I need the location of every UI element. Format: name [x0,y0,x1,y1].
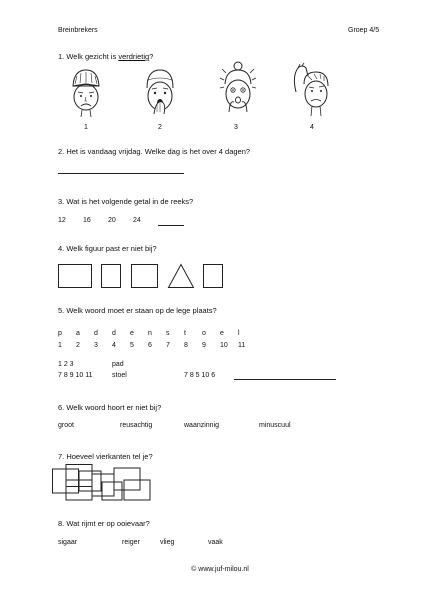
number-cell: 2 [76,342,80,349]
answer-option[interactable]: reiger [122,539,140,546]
number-cell: 1 [58,342,62,349]
number-cell: 7 [166,342,170,349]
letter-cell: p [58,330,62,337]
header-right: Groep 4/5 [348,27,380,34]
face-label-1: 1 [84,124,88,131]
surprised-face-icon [142,66,178,118]
question-6: 6. Welk woord hoort er niet bij? [58,403,162,412]
answer-option[interactable]: waanzinnig [184,422,220,429]
number-cell: 8 [184,342,188,349]
wide-rectangle-icon [58,264,92,288]
tall-rectangle-icon [203,264,223,288]
letter-cell: s [166,330,170,337]
letter-cell: d [112,330,116,337]
confused-face-icon [290,62,334,118]
question-1: 1. Welk gezicht is verdrietig? [58,52,154,61]
letter-cell: a [76,330,80,337]
question-3: 3. Wat is het volgende getal in de reeks? [58,197,194,206]
answer-line-5[interactable] [234,379,336,380]
number-cell: 6 [148,342,152,349]
number-cell: 4 [112,342,116,349]
question-8: 8. Wat rijmt er op ooievaar? [58,519,150,528]
letter-cell: e [130,330,134,337]
letter-cell: e [220,330,224,337]
letter-cell: t [184,330,186,337]
question-2: 2. Het is vandaag vrijdag. Welke dag is het over 4 dagen? [58,147,251,156]
answer-option[interactable]: reusachtig [120,422,153,429]
question-4: 4. Welk figuur past er niet bij? [58,244,157,253]
letter-cell: o [202,330,206,337]
question-1-keyword: verdrietig [118,52,150,61]
shocked-face-icon [218,60,258,118]
answer-line-3[interactable] [158,225,184,226]
code-example-1: 1 2 3 [58,361,74,368]
question-7: 7. Hoeveel vierkanten tel je? [58,452,153,461]
overlapping-squares-icon [52,464,172,504]
letter-cell: d [94,330,98,337]
sad-face-icon [68,66,104,118]
face-label-3: 3 [234,124,238,131]
word-example-1: pad [112,361,124,368]
answer-option[interactable]: sigaar [58,539,78,546]
answer-option[interactable]: vlieg [160,539,175,546]
sequence-number: 20 [108,217,116,224]
footer-credit: © www.juf-milou.nl [191,566,249,573]
sequence-number: 12 [58,217,66,224]
answer-option[interactable]: vaak [208,539,223,546]
question-5: 5. Welk woord moet er staan op de lege plaats? [58,306,217,315]
number-cell: 9 [202,342,206,349]
letter-cell: l [238,330,240,337]
answer-option[interactable]: minuscuul [259,422,291,429]
number-cell: 3 [94,342,98,349]
word-example-2: stoel [112,372,127,379]
letter-cell: n [148,330,152,337]
face-label-2: 2 [158,124,162,131]
number-cell: 5 [130,342,134,349]
face-label-4: 4 [310,124,314,131]
sequence-number: 16 [83,217,91,224]
number-cell: 10 [220,342,228,349]
header-left: Breinbrekers [58,27,98,34]
code-example-2: 7 8 9 10 11 [58,372,93,379]
number-cell: 11 [238,342,246,349]
answer-line-2[interactable] [58,173,184,174]
triangle-icon [168,264,194,288]
tall-rectangle-icon [101,264,121,288]
sequence-number: 24 [133,217,141,224]
code-query: 7 8 5 10 6 [184,372,216,379]
answer-option[interactable]: groot [58,422,74,429]
tall-rectangle-icon [131,264,158,288]
